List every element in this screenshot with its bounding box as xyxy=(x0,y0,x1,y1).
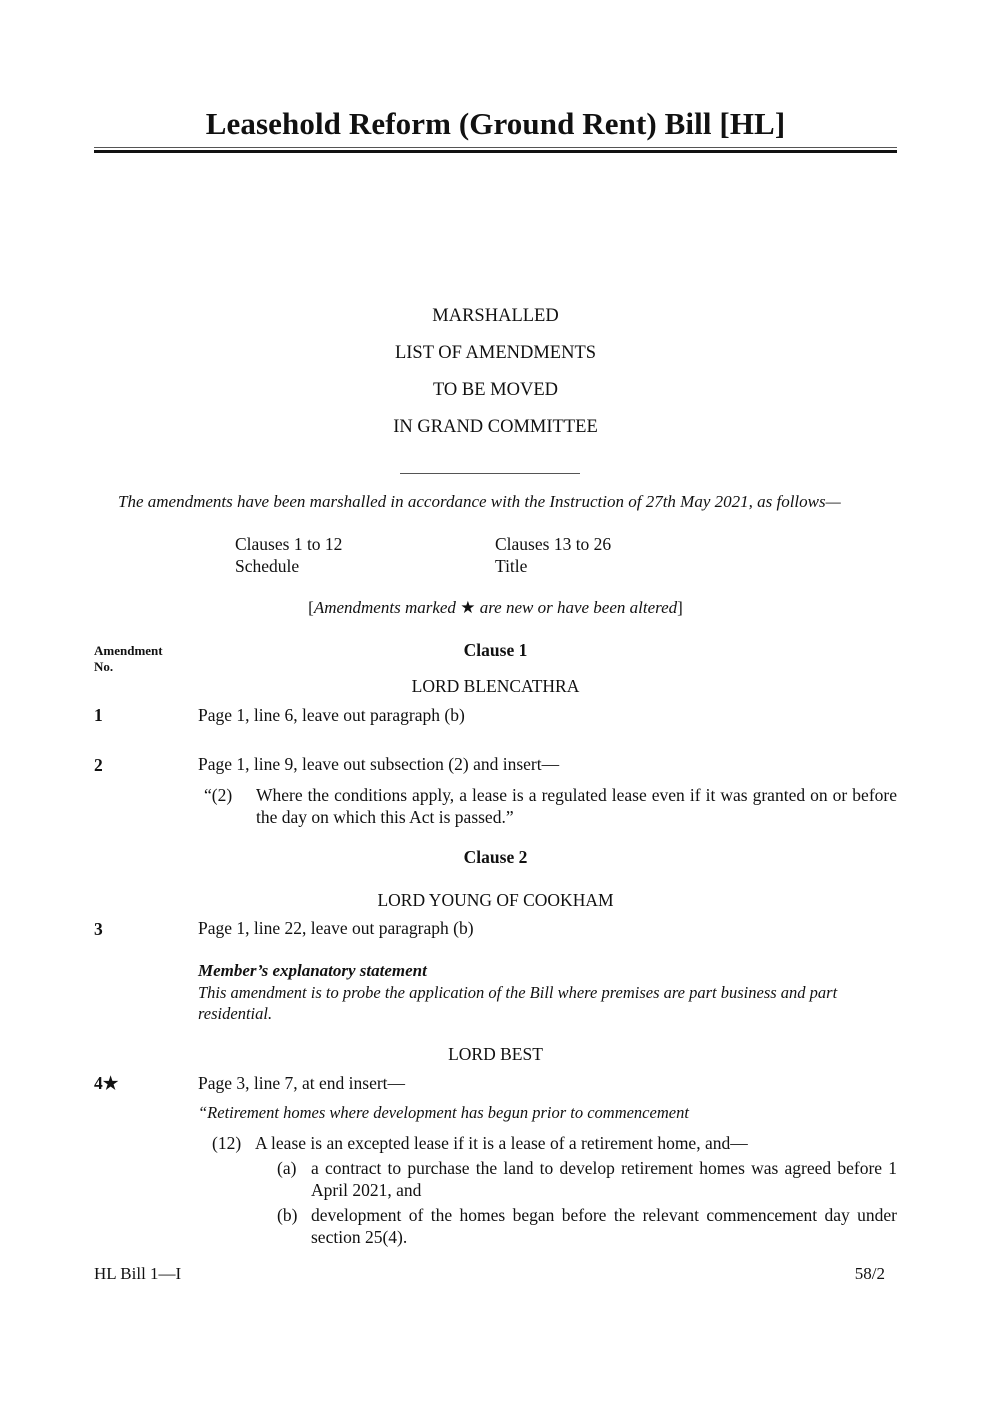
amendment-text: Page 1, line 6, leave out paragraph (b) xyxy=(198,705,465,725)
amendment-number: 3 xyxy=(94,919,103,939)
member-name: LORD BEST xyxy=(448,1044,543,1064)
cover-line-marshalled: MARSHALLED xyxy=(432,306,559,326)
star-icon: ★ xyxy=(460,598,476,617)
divider xyxy=(400,473,580,474)
inserted-paragraph xyxy=(277,1204,897,1248)
amendment-text: Page 1, line 22, leave out paragraph (b) xyxy=(198,918,474,938)
title-rule-thin xyxy=(94,147,897,148)
inserted-heading: “Retirement homes where development has begun prior to commencement xyxy=(198,1103,689,1122)
subsection-label: “(2) xyxy=(204,785,233,805)
inserted-subsection xyxy=(204,784,897,828)
member-name: LORD BLENCATHRA xyxy=(411,676,580,696)
order-item: Clauses 13 to 26 xyxy=(495,534,612,554)
amendment-number-column-label: Amendment No. xyxy=(94,643,163,674)
order-item: Schedule xyxy=(235,556,300,576)
explanatory-statement-text: This amendment is to probe the application of the Bill where premises are part business and part residential. xyxy=(198,983,838,1023)
member-name: LORD YOUNG OF COOKHAM xyxy=(377,890,614,910)
amendment-number: 2 xyxy=(94,755,103,775)
document-title: Leasehold Reform (Ground Rent) Bill [HL] xyxy=(205,106,786,141)
paragraph-label: (b) xyxy=(277,1205,298,1225)
intro-paragraph: The amendments have been marshalled in accordance with the Instruction of 27th May 2021, as follows— xyxy=(118,492,841,511)
explanatory-statement-title: Member’s explanatory statement xyxy=(198,961,427,980)
inserted-subsection xyxy=(212,1132,897,1154)
paragraph-text: a contract to purchase the land to develop retirement homes was agreed before 1 April 2021, and xyxy=(311,1158,897,1200)
clause-heading: Clause 1 xyxy=(463,640,528,660)
amendment-text: Page 3, line 7, at end insert— xyxy=(198,1073,406,1093)
amendment-text: Page 1, line 9, leave out subsection (2) and insert— xyxy=(198,754,560,774)
altered-note: [Amendments marked ★ are new or have been altered] xyxy=(308,598,683,617)
footer-page-reference: 58/2 xyxy=(854,1264,885,1283)
order-item: Title xyxy=(495,556,528,576)
amendment-number: 4★ xyxy=(94,1073,119,1093)
clause-heading: Clause 2 xyxy=(463,847,528,867)
inserted-paragraph xyxy=(277,1157,897,1201)
cover-line-grand-committee: IN GRAND COMMITTEE xyxy=(393,417,598,437)
paragraph-text: development of the homes began before the relevant commencement day under section 25(4). xyxy=(311,1205,897,1247)
order-item: Clauses 1 to 12 xyxy=(235,534,343,554)
cover-line-to-be-moved: TO BE MOVED xyxy=(432,380,559,400)
subsection-label: (12) xyxy=(212,1133,242,1153)
subsection-text: Where the conditions apply, a lease is a regulated lease even if it was granted on or before the day on which this Act is passed.” xyxy=(256,785,897,827)
amendment-number: 1 xyxy=(94,705,103,725)
paragraph-label: (a) xyxy=(277,1158,297,1178)
footer-bill-reference: HL Bill 1—I xyxy=(94,1264,182,1283)
title-rule-thick xyxy=(94,150,897,153)
subsection-text: A lease is an excepted lease if it is a lease of a retirement home, and— xyxy=(255,1133,748,1153)
cover-line-list-of-amendments: LIST OF AMENDMENTS xyxy=(394,343,597,363)
